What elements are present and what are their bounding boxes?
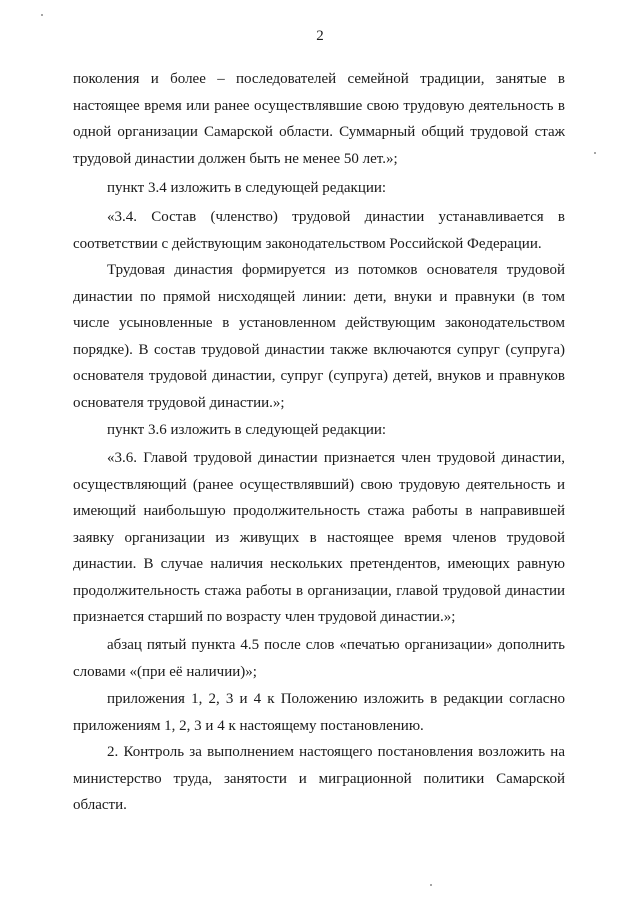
paragraph-clause-3-6-intro: пункт 3.6 изложить в следующей редакции: — [107, 422, 387, 438]
paragraph-clause-4-5-amendment: абзац пятый пункта 4.5 после слов «печатью организации» дополнить словами «(при её наличии)»; — [73, 637, 565, 680]
paragraph-appendices: приложения 1, 2, 3 и 4 к Положению изложить в редакции согласно приложениям 1, 2, 3 и 4 к настоящему постановлению. — [73, 691, 565, 734]
paragraph-continuation: поколения и более – последователей семейной традиции, занятые в настоящее время или ранее осуществлявшие свою трудовую деятельность в одной организации Самарской области. Суммарный общий трудовой стаж трудовой династии должен быть не менее 50 лет.»; — [73, 71, 565, 167]
paragraph-control: 2. Контроль за выполнением настоящего постановления возложить на министерство труда, занятости и миграционной политики Самарской области. — [73, 744, 565, 813]
paragraph-clause-3-6-text: «3.6. Главой трудовой династии признается член трудовой династии, осуществляющий (ранее осуществлявший) свою трудовую деятельность и имеющий наибольшую продолжительность стажа работы в направившей заявку организации из живущих в настоящее время членов трудовой династии. В случае наличия нескольких претендентов, имеющих равную продолжительность стажа работы в организации, главой трудовой династии признается старший по возрасту член трудовой династии.»; — [73, 450, 565, 625]
paragraph-clause-3-4-intro: пункт 3.4 изложить в следующей редакции: — [107, 180, 387, 196]
scan-speck — [41, 14, 43, 16]
scan-speck — [594, 152, 596, 154]
paragraph-dynasty-formation: Трудовая династия формируется из потомков основателя трудовой династии по прямой нисходящей линии: дети, внуки и правнуки (в том числе усыновленные в установленном действующим законодательством порядке). В состав трудовой династии также включаются супруг (супруга) основателя трудовой династии, супруг (супруга) детей, внуков и правнуков основателя трудовой династии.»; — [73, 262, 565, 411]
scan-speck — [430, 884, 432, 886]
page-number: 2 — [316, 28, 324, 44]
paragraph-clause-3-4-text: «3.4. Состав (членство) трудовой династии устанавливается в соответствии с действующим законодательством Российской Федерации. — [73, 209, 565, 252]
